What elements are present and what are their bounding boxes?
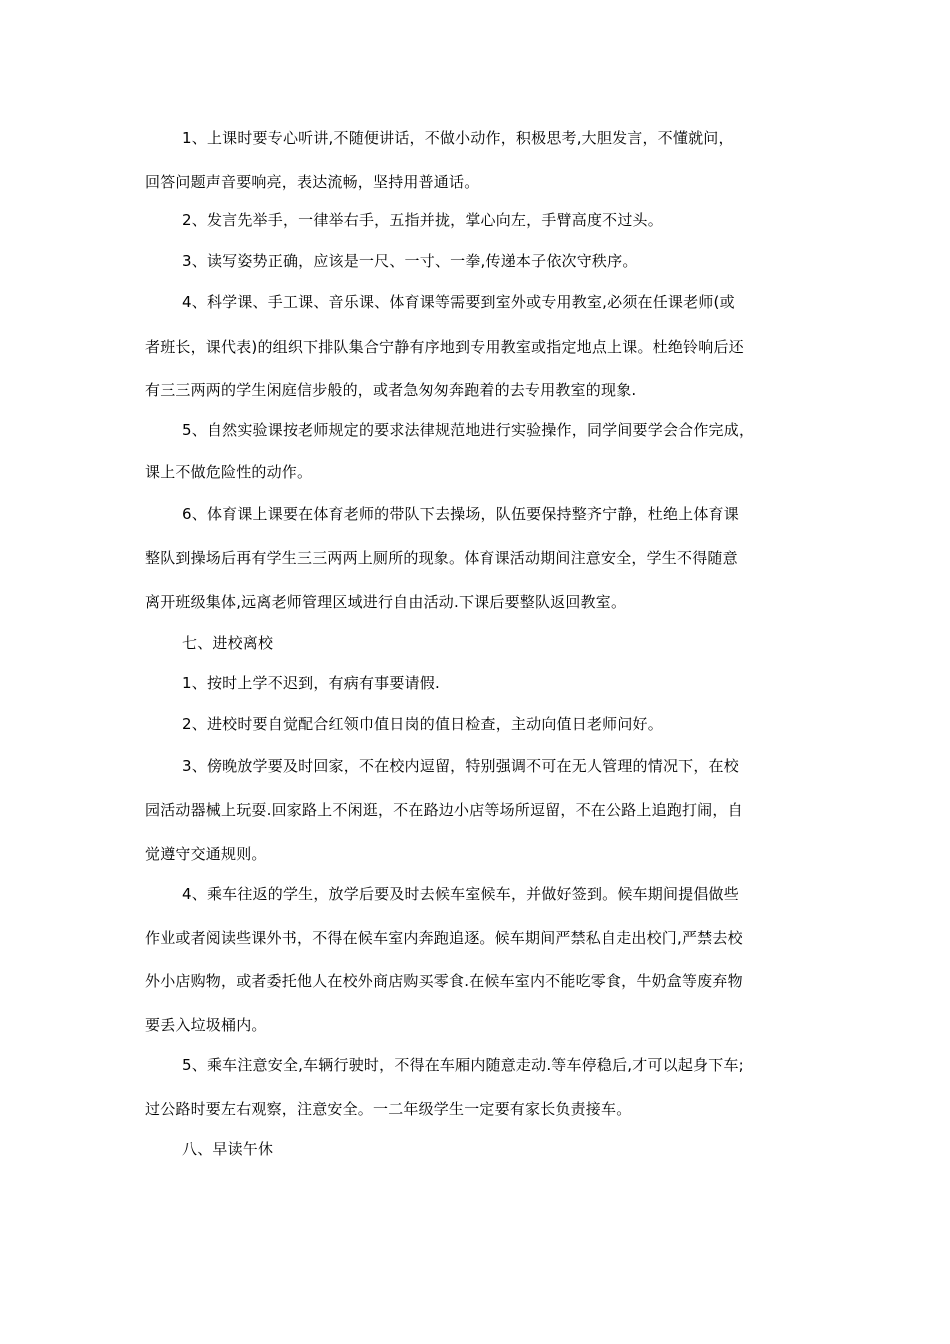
section-7-item-3-line-2: 园活动器械上玩耍.回家路上不闲逛，不在路边小店等场所逗留，不在公路上追跑打闹，自 (145, 801, 743, 819)
paragraph-5-line-1: 5、自然实验课按老师规定的要求法律规范地进行实验操作，同学间要学会合作完成， (182, 421, 755, 439)
paragraph-1-line-2: 回答问题声音要响亮，表达流畅，坚持用普通话。 (145, 173, 480, 191)
paragraph-5-line-2: 课上不做危险性的动作。 (145, 463, 313, 481)
section-7-item-4-line-2: 作业或者阅读些课外书，不得在候车室内奔跑追逐。候车期间严禁私自走出校门,严禁去校 (145, 929, 743, 947)
paragraph-6-line-2: 整队到操场后再有学生三三两两上厕所的现象。体育课活动期间注意安全，学生不得随意 (145, 549, 738, 567)
section-7-item-3-line-1: 3、傍晚放学要及时回家，不在校内逗留，特别强调不可在无人管理的情况下，在校 (182, 757, 739, 775)
section-7-item-3-line-3: 觉遵守交通规则。 (145, 845, 267, 863)
paragraph-4-line-2: 者班长，课代表)的组织下排队集合宁静有序地到专用教室或指定地点上课。杜绝铃响后还 (145, 338, 744, 356)
paragraph-2-line-1: 2、发言先举手，一律举右手，五指并拢，掌心向左，手臂高度不过头。 (182, 211, 663, 229)
section-7-item-1: 1、按时上学不迟到，有病有事要请假. (182, 674, 440, 692)
section-7-item-4-line-1: 4、乘车往返的学生，放学后要及时去候车室候车，并做好签到。候车期间提倡做些 (182, 885, 739, 903)
section-7-item-4-line-3: 外小店购物，或者委托他人在校外商店购买零食.在候车室内不能吃零食，牛奶盒等废弃物 (145, 972, 743, 990)
paragraph-4-line-1: 4、科学课、手工课、音乐课、体育课等需要到室外或专用教室,必须在任课老师(或 (182, 293, 735, 311)
section-7-item-2: 2、进校时要自觉配合红领巾值日岗的值日检查，主动向值日老师问好。 (182, 715, 663, 733)
section-heading-seven: 七、进校离校 (182, 634, 274, 652)
paragraph-6-line-1: 6、体育课上课要在体育老师的带队下去操场，队伍要保持整齐宁静，杜绝上体育课 (182, 505, 739, 523)
section-7-item-5-line-2: 过公路时要左右观察，注意安全。一二年级学生一定要有家长负责接车。 (145, 1100, 632, 1118)
section-heading-eight: 八、早读午休 (182, 1140, 274, 1158)
paragraph-3-line-1: 3、读写姿势正确，应该是一尺、一寸、一拳,传递本子依次守秩序。 (182, 252, 638, 270)
paragraph-1-line-1: 1、上课时要专心听讲,不随便讲话，不做小动作，积极思考,大胆发言，不懂就问， (182, 129, 734, 147)
section-7-item-4-line-4: 要丢入垃圾桶内。 (145, 1016, 267, 1034)
paragraph-6-line-3: 离开班级集体,远离老师管理区域进行自由活动.下课后要整队返回教室。 (145, 593, 627, 611)
section-7-item-5-line-1: 5、乘车注意安全,车辆行驶时，不得在车厢内随意走动.等车停稳后,才可以起身下车; (182, 1056, 744, 1074)
paragraph-4-line-3: 有三三两两的学生闲庭信步般的，或者急匆匆奔跑着的去专用教室的现象. (145, 381, 637, 399)
